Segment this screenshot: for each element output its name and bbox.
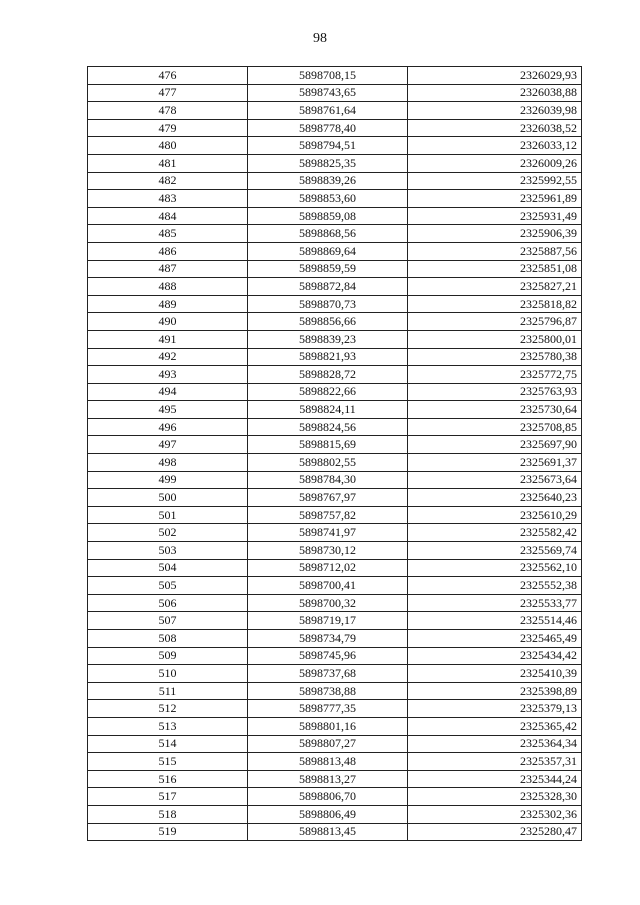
x-coordinate-cell: 5898784,30 [248,471,408,489]
point-number-cell: 486 [88,242,248,260]
x-coordinate-cell: 5898853,60 [248,190,408,208]
point-number-cell: 498 [88,454,248,472]
point-number-cell: 504 [88,559,248,577]
y-coordinate-cell: 2325827,21 [408,278,582,296]
y-coordinate-cell: 2325357,31 [408,753,582,771]
table-row [88,506,582,524]
table-row [88,348,582,366]
point-number-cell: 499 [88,471,248,489]
y-coordinate-cell: 2325582,42 [408,524,582,542]
y-coordinate-cell: 2325344,24 [408,770,582,788]
point-number-cell: 519 [88,823,248,841]
table-row [88,102,582,120]
x-coordinate-cell: 5898806,70 [248,788,408,806]
table-row [88,471,582,489]
x-coordinate-cell: 5898807,27 [248,735,408,753]
table-row [88,665,582,683]
x-coordinate-cell: 5898767,97 [248,489,408,507]
point-number-cell: 478 [88,102,248,120]
table-row [88,717,582,735]
y-coordinate-cell: 2325410,39 [408,665,582,683]
table-row [88,770,582,788]
y-coordinate-cell: 2325533,77 [408,594,582,612]
point-number-cell: 500 [88,489,248,507]
point-number-cell: 483 [88,190,248,208]
table-row [88,366,582,384]
y-coordinate-cell: 2325800,01 [408,330,582,348]
x-coordinate-cell: 5898815,69 [248,436,408,454]
coordinates-table [87,66,582,841]
point-number-cell: 488 [88,278,248,296]
coordinates-table-body [88,67,582,841]
x-coordinate-cell: 5898813,45 [248,823,408,841]
point-number-cell: 484 [88,207,248,225]
point-number-cell: 476 [88,67,248,85]
y-coordinate-cell: 2325562,10 [408,559,582,577]
table-row [88,401,582,419]
y-coordinate-cell: 2325514,46 [408,612,582,630]
point-number-cell: 505 [88,577,248,595]
y-coordinate-cell: 2325772,75 [408,366,582,384]
point-number-cell: 506 [88,594,248,612]
x-coordinate-cell: 5898859,59 [248,260,408,278]
table-row [88,295,582,313]
point-number-cell: 515 [88,753,248,771]
x-coordinate-cell: 5898813,48 [248,753,408,771]
x-coordinate-cell: 5898824,11 [248,401,408,419]
y-coordinate-cell: 2325364,34 [408,735,582,753]
table-row [88,137,582,155]
point-number-cell: 490 [88,313,248,331]
table-row [88,647,582,665]
x-coordinate-cell: 5898734,79 [248,630,408,648]
point-number-cell: 481 [88,154,248,172]
x-coordinate-cell: 5898794,51 [248,137,408,155]
table-row [88,542,582,560]
point-number-cell: 487 [88,260,248,278]
x-coordinate-cell: 5898741,97 [248,524,408,542]
y-coordinate-cell: 2325673,64 [408,471,582,489]
x-coordinate-cell: 5898745,96 [248,647,408,665]
point-number-cell: 479 [88,119,248,137]
x-coordinate-cell: 5898712,02 [248,559,408,577]
y-coordinate-cell: 2325398,89 [408,682,582,700]
y-coordinate-cell: 2325887,56 [408,242,582,260]
y-coordinate-cell: 2325992,55 [408,172,582,190]
point-number-cell: 497 [88,436,248,454]
point-number-cell: 513 [88,717,248,735]
point-number-cell: 485 [88,225,248,243]
table-row [88,700,582,718]
table-row [88,383,582,401]
x-coordinate-cell: 5898839,23 [248,330,408,348]
y-coordinate-cell: 2325730,64 [408,401,582,419]
table-row [88,84,582,102]
table-row [88,489,582,507]
point-number-cell: 502 [88,524,248,542]
table-row [88,119,582,137]
y-coordinate-cell: 2325434,42 [408,647,582,665]
y-coordinate-cell: 2325780,38 [408,348,582,366]
y-coordinate-cell: 2326033,12 [408,137,582,155]
point-number-cell: 512 [88,700,248,718]
table-row [88,225,582,243]
y-coordinate-cell: 2325465,49 [408,630,582,648]
point-number-cell: 489 [88,295,248,313]
x-coordinate-cell: 5898813,27 [248,770,408,788]
table-row [88,559,582,577]
y-coordinate-cell: 2326029,93 [408,67,582,85]
x-coordinate-cell: 5898778,40 [248,119,408,137]
y-coordinate-cell: 2325931,49 [408,207,582,225]
point-number-cell: 510 [88,665,248,683]
table-row [88,788,582,806]
table-row [88,154,582,172]
x-coordinate-cell: 5898869,64 [248,242,408,260]
x-coordinate-cell: 5898828,72 [248,366,408,384]
table-row [88,313,582,331]
table-row [88,190,582,208]
table-row [88,454,582,472]
y-coordinate-cell: 2325961,89 [408,190,582,208]
table-row [88,172,582,190]
x-coordinate-cell: 5898825,35 [248,154,408,172]
x-coordinate-cell: 5898700,32 [248,594,408,612]
point-number-cell: 511 [88,682,248,700]
x-coordinate-cell: 5898801,16 [248,717,408,735]
x-coordinate-cell: 5898824,56 [248,418,408,436]
point-number-cell: 493 [88,366,248,384]
x-coordinate-cell: 5898737,68 [248,665,408,683]
table-row [88,735,582,753]
x-coordinate-cell: 5898719,17 [248,612,408,630]
x-coordinate-cell: 5898870,73 [248,295,408,313]
x-coordinate-cell: 5898821,93 [248,348,408,366]
x-coordinate-cell: 5898856,66 [248,313,408,331]
table-row [88,207,582,225]
table-row [88,594,582,612]
y-coordinate-cell: 2325640,23 [408,489,582,507]
y-coordinate-cell: 2325569,74 [408,542,582,560]
y-coordinate-cell: 2325552,38 [408,577,582,595]
x-coordinate-cell: 5898730,12 [248,542,408,560]
y-coordinate-cell: 2325280,47 [408,823,582,841]
x-coordinate-cell: 5898708,15 [248,67,408,85]
y-coordinate-cell: 2325763,93 [408,383,582,401]
y-coordinate-cell: 2325697,90 [408,436,582,454]
point-number-cell: 501 [88,506,248,524]
point-number-cell: 494 [88,383,248,401]
point-number-cell: 491 [88,330,248,348]
table-row [88,823,582,841]
y-coordinate-cell: 2325691,37 [408,454,582,472]
point-number-cell: 517 [88,788,248,806]
x-coordinate-cell: 5898738,88 [248,682,408,700]
y-coordinate-cell: 2325302,36 [408,805,582,823]
x-coordinate-cell: 5898868,56 [248,225,408,243]
y-coordinate-cell: 2325818,82 [408,295,582,313]
table-row [88,260,582,278]
x-coordinate-cell: 5898743,65 [248,84,408,102]
point-number-cell: 507 [88,612,248,630]
point-number-cell: 508 [88,630,248,648]
point-number-cell: 482 [88,172,248,190]
table-row [88,524,582,542]
table-row [88,630,582,648]
table-row [88,436,582,454]
table-row [88,418,582,436]
table-row [88,753,582,771]
y-coordinate-cell: 2325796,87 [408,313,582,331]
table-row [88,577,582,595]
point-number-cell: 496 [88,418,248,436]
x-coordinate-cell: 5898806,49 [248,805,408,823]
point-number-cell: 480 [88,137,248,155]
y-coordinate-cell: 2326038,88 [408,84,582,102]
point-number-cell: 509 [88,647,248,665]
point-number-cell: 514 [88,735,248,753]
point-number-cell: 477 [88,84,248,102]
y-coordinate-cell: 2325610,29 [408,506,582,524]
x-coordinate-cell: 5898757,82 [248,506,408,524]
table-row [88,67,582,85]
x-coordinate-cell: 5898802,55 [248,454,408,472]
table-row [88,682,582,700]
x-coordinate-cell: 5898839,26 [248,172,408,190]
table-row [88,242,582,260]
point-number-cell: 518 [88,805,248,823]
y-coordinate-cell: 2326039,98 [408,102,582,120]
y-coordinate-cell: 2325708,85 [408,418,582,436]
point-number-cell: 492 [88,348,248,366]
x-coordinate-cell: 5898761,64 [248,102,408,120]
x-coordinate-cell: 5898822,66 [248,383,408,401]
y-coordinate-cell: 2325851,08 [408,260,582,278]
y-coordinate-cell: 2326009,26 [408,154,582,172]
table-row [88,330,582,348]
table-row [88,612,582,630]
table-row [88,805,582,823]
y-coordinate-cell: 2325365,42 [408,717,582,735]
point-number-cell: 503 [88,542,248,560]
x-coordinate-cell: 5898872,84 [248,278,408,296]
point-number-cell: 516 [88,770,248,788]
x-coordinate-cell: 5898700,41 [248,577,408,595]
x-coordinate-cell: 5898777,35 [248,700,408,718]
y-coordinate-cell: 2325328,30 [408,788,582,806]
y-coordinate-cell: 2325906,39 [408,225,582,243]
y-coordinate-cell: 2325379,13 [408,700,582,718]
y-coordinate-cell: 2326038,52 [408,119,582,137]
point-number-cell: 495 [88,401,248,419]
x-coordinate-cell: 5898859,08 [248,207,408,225]
table-row [88,278,582,296]
page-number: 98 [313,31,327,46]
